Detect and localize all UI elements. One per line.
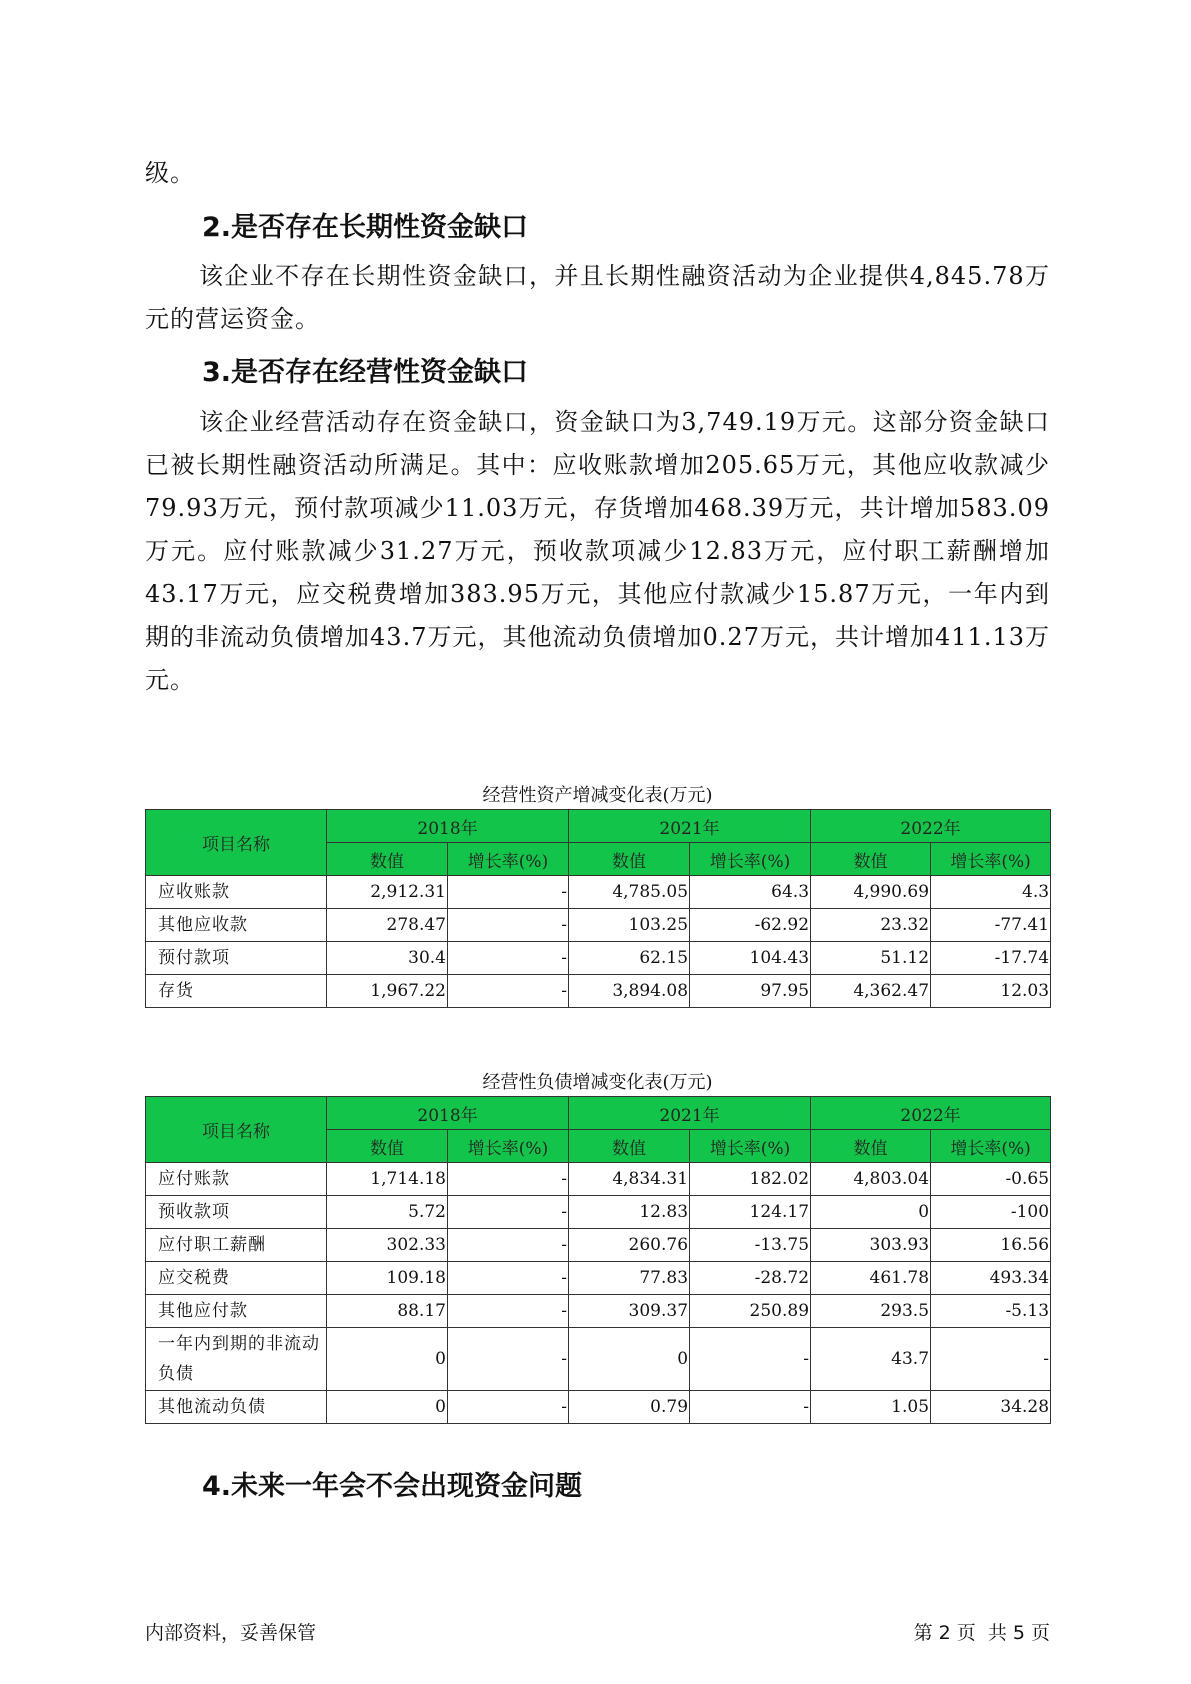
header-growth-rate: 增长率(%) xyxy=(448,1130,569,1163)
cell-rate: 4.3 xyxy=(931,876,1051,909)
cell-rate: 34.28 xyxy=(931,1391,1051,1424)
cell-rate: - xyxy=(448,1163,569,1196)
header-year: 2021年 xyxy=(569,1097,811,1130)
table-row xyxy=(146,942,1051,975)
cell-value: 62.15 xyxy=(569,942,690,975)
cell-value: 1,714.18 xyxy=(327,1163,448,1196)
cell-value: 2,912.31 xyxy=(327,876,448,909)
header-value: 数值 xyxy=(811,843,931,876)
header-year: 2022年 xyxy=(811,1097,1051,1130)
table-row xyxy=(146,1262,1051,1295)
cell-value: 4,834.31 xyxy=(569,1163,690,1196)
cell-value: 461.78 xyxy=(811,1262,931,1295)
header-growth-rate: 增长率(%) xyxy=(931,1130,1051,1163)
table-row xyxy=(146,1391,1051,1424)
liability-table-caption: 经营性负债增减变化表(万元) xyxy=(482,1072,713,1093)
row-label: 应付职工薪酬 xyxy=(146,1229,327,1262)
header-value: 数值 xyxy=(569,1130,690,1163)
cell-rate: -13.75 xyxy=(690,1229,811,1262)
cell-rate: - xyxy=(931,1328,1051,1391)
cell-value: 278.47 xyxy=(327,909,448,942)
cell-value: 303.93 xyxy=(811,1229,931,1262)
cell-rate: -17.74 xyxy=(931,942,1051,975)
section-heading-2: 2.是否存在长期性资金缺口 xyxy=(202,212,529,243)
header-item-name: 项目名称 xyxy=(146,1097,327,1163)
cell-value: 1,967.22 xyxy=(327,975,448,1008)
row-label: 预付款项 xyxy=(146,942,327,975)
header-growth-rate: 增长率(%) xyxy=(931,843,1051,876)
paragraph-operating-gap: 该企业经营活动存在资金缺口，资金缺口为3,749.19万元。这部分资金缺口已被长期性融资活动所满足。其中：应收账款增加205.65万元，其他应收款减少79.93万元，预付款项减少11.03万元，存货增加468.39万元，共计增加583.09万元。应付账款减少31.27万元，预收款项减少12.83万元，应付职工薪酬增加43.17万元，应交税费增加383.95万元，其他应付款减少15.87万元，一年内到期的非流动负债增加43.7万元，其他流动负债增加0.27万元，共计增加411.13万元。 xyxy=(145,408,1050,694)
cell-value: 12.83 xyxy=(569,1196,690,1229)
cell-rate: 97.95 xyxy=(690,975,811,1008)
asset-table-caption: 经营性资产增减变化表(万元) xyxy=(482,785,713,806)
row-label: 其他应付款 xyxy=(146,1295,327,1328)
cell-value: 4,362.47 xyxy=(811,975,931,1008)
cell-value: 1.05 xyxy=(811,1391,931,1424)
header-growth-rate: 增长率(%) xyxy=(690,1130,811,1163)
table-row xyxy=(146,1328,1051,1391)
cell-value: 309.37 xyxy=(569,1295,690,1328)
row-label: 应交税费 xyxy=(146,1262,327,1295)
asset-change-table xyxy=(145,809,1051,1008)
cell-rate: - xyxy=(690,1328,811,1391)
cell-value: 103.25 xyxy=(569,909,690,942)
paragraph-long-term-gap: 该企业不存在长期性资金缺口，并且长期性融资活动为企业提供4,845.78万元的营运资金。 xyxy=(145,262,1050,333)
header-value: 数值 xyxy=(327,1130,448,1163)
table-row xyxy=(146,1229,1051,1262)
cell-rate: -62.92 xyxy=(690,909,811,942)
cell-value: 88.17 xyxy=(327,1295,448,1328)
row-label: 一年内到期的非流动负债 xyxy=(146,1328,327,1391)
header-value: 数值 xyxy=(327,843,448,876)
cell-value: 3,894.08 xyxy=(569,975,690,1008)
row-label: 预收款项 xyxy=(146,1196,327,1229)
cell-rate: 250.89 xyxy=(690,1295,811,1328)
cell-rate: - xyxy=(448,1391,569,1424)
cell-rate: - xyxy=(448,909,569,942)
cell-value: 0 xyxy=(569,1328,690,1391)
cell-rate: - xyxy=(448,942,569,975)
cell-rate: 12.03 xyxy=(931,975,1051,1008)
section-heading-3: 3.是否存在经营性资金缺口 xyxy=(202,357,529,388)
cell-rate: - xyxy=(448,1229,569,1262)
cell-value: 4,785.05 xyxy=(569,876,690,909)
cell-value: 43.7 xyxy=(811,1328,931,1391)
table-row xyxy=(146,1196,1051,1229)
cell-rate: 124.17 xyxy=(690,1196,811,1229)
cell-rate: 104.43 xyxy=(690,942,811,975)
cell-rate: -28.72 xyxy=(690,1262,811,1295)
cell-rate: 182.02 xyxy=(690,1163,811,1196)
cell-value: 4,803.04 xyxy=(811,1163,931,1196)
row-label: 应收账款 xyxy=(146,876,327,909)
row-label: 其他应收款 xyxy=(146,909,327,942)
table-row xyxy=(146,909,1051,942)
cell-value: 293.5 xyxy=(811,1295,931,1328)
header-year: 2022年 xyxy=(811,810,1051,843)
row-label: 应付账款 xyxy=(146,1163,327,1196)
table-row xyxy=(146,1163,1051,1196)
header-value: 数值 xyxy=(811,1130,931,1163)
cell-value: 23.32 xyxy=(811,909,931,942)
cell-rate: - xyxy=(448,876,569,909)
cell-rate: - xyxy=(448,1328,569,1391)
cell-rate: - xyxy=(448,975,569,1008)
cell-rate: - xyxy=(690,1391,811,1424)
cell-value: 0 xyxy=(811,1196,931,1229)
header-value: 数值 xyxy=(569,843,690,876)
header-year: 2018年 xyxy=(327,810,569,843)
liability-change-table xyxy=(145,1096,1051,1424)
cell-value: 77.83 xyxy=(569,1262,690,1295)
table-row xyxy=(146,876,1051,909)
table-row xyxy=(146,1295,1051,1328)
cell-rate: - xyxy=(448,1262,569,1295)
cell-value: 5.72 xyxy=(327,1196,448,1229)
header-year: 2021年 xyxy=(569,810,811,843)
row-label: 存货 xyxy=(146,975,327,1008)
cell-rate: - xyxy=(448,1196,569,1229)
header-growth-rate: 增长率(%) xyxy=(448,843,569,876)
cell-rate: -100 xyxy=(931,1196,1051,1229)
table-row xyxy=(146,975,1051,1008)
cell-value: 0 xyxy=(327,1328,448,1391)
cell-value: 302.33 xyxy=(327,1229,448,1262)
row-label: 其他流动负债 xyxy=(146,1391,327,1424)
cell-value: 0 xyxy=(327,1391,448,1424)
header-growth-rate: 增长率(%) xyxy=(690,843,811,876)
footer-confidential-note: 内部资料，妥善保管 xyxy=(145,1622,317,1644)
header-item-name: 项目名称 xyxy=(146,810,327,876)
cell-rate: - xyxy=(448,1295,569,1328)
footer-page-number: 第 2 页 共 5 页 xyxy=(913,1622,1050,1644)
cell-value: 260.76 xyxy=(569,1229,690,1262)
cell-rate: 493.34 xyxy=(931,1262,1051,1295)
cell-rate: 64.3 xyxy=(690,876,811,909)
cell-value: 51.12 xyxy=(811,942,931,975)
cell-value: 30.4 xyxy=(327,942,448,975)
cell-rate: -5.13 xyxy=(931,1295,1051,1328)
cell-value: 0.79 xyxy=(569,1391,690,1424)
cell-value: 4,990.69 xyxy=(811,876,931,909)
paragraph-continuation: 级。 xyxy=(145,159,195,187)
section-heading-4: 4.未来一年会不会出现资金问题 xyxy=(202,1471,583,1502)
cell-rate: -0.65 xyxy=(931,1163,1051,1196)
header-year: 2018年 xyxy=(327,1097,569,1130)
cell-value: 109.18 xyxy=(327,1262,448,1295)
cell-rate: 16.56 xyxy=(931,1229,1051,1262)
cell-rate: -77.41 xyxy=(931,909,1051,942)
